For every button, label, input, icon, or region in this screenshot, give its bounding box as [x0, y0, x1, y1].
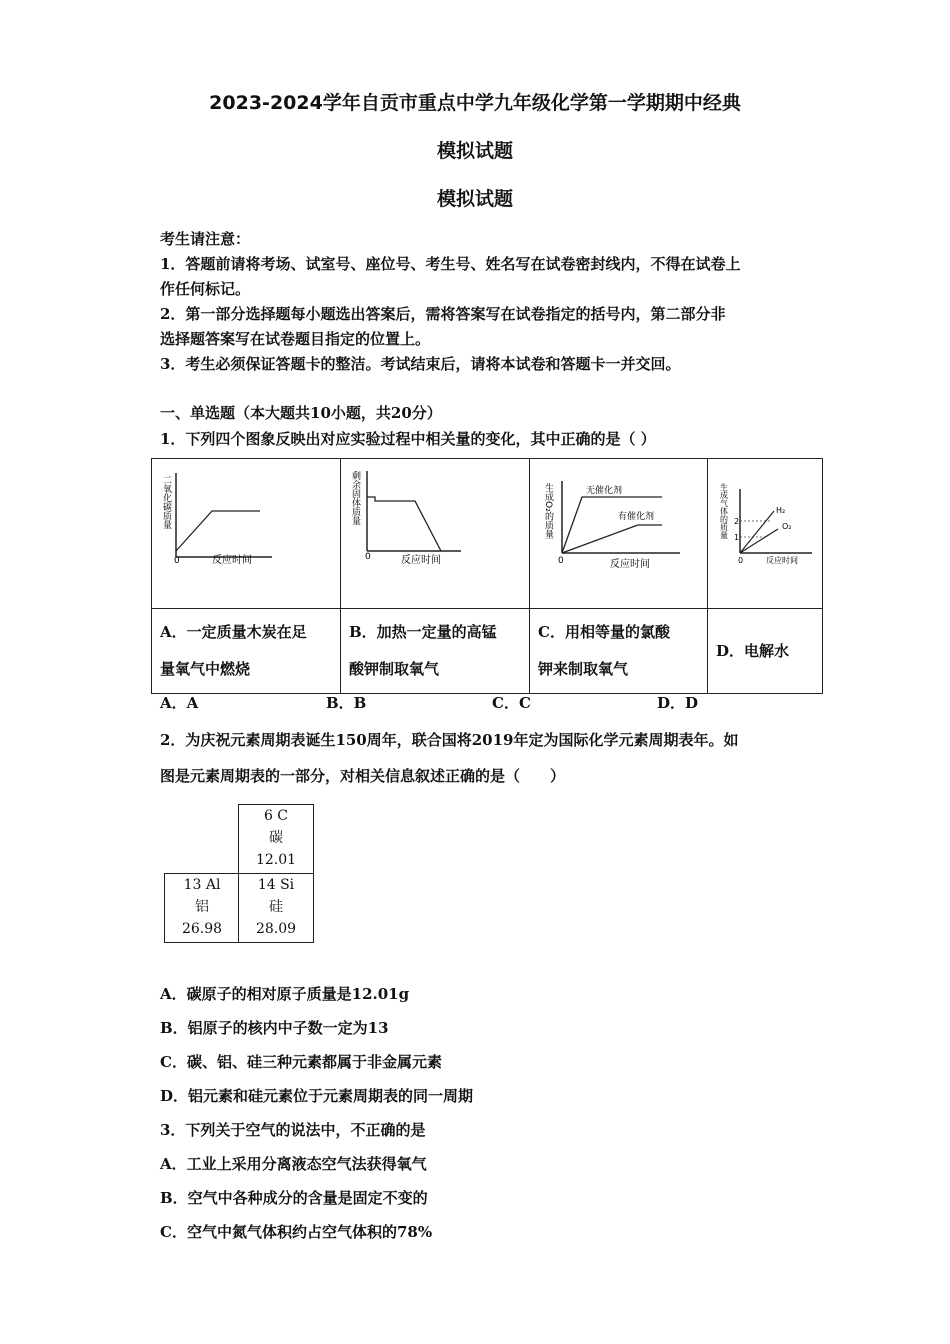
q3-option-b[interactable]: B．空气中各种成分的含量是固定不变的: [160, 1189, 428, 1207]
page-title-line2: 模拟试题: [436, 140, 513, 162]
q3-option-a[interactable]: A．工业上采用分离液态空气法获得氧气: [160, 1155, 427, 1173]
section-heading: 一、单选题（本大题共10小题，共20分）: [160, 404, 442, 422]
tick-label-1: 1: [734, 533, 740, 542]
curve-h2: [740, 511, 774, 553]
q1-option-a[interactable]: A．A: [160, 694, 199, 712]
element-name: 碳: [269, 830, 283, 846]
curve-label-no-catalyst: 无催化剂: [586, 486, 623, 496]
element-mass: 28.09: [255, 921, 297, 937]
caption-line: B．加热一定量的高锰: [349, 623, 497, 641]
y-axis-label: 生成O₂的质量: [543, 483, 553, 539]
x-axis-label: 反应时间: [610, 559, 650, 570]
q1-caption-b: [341, 609, 530, 694]
notice-line: 作任何标记。: [160, 280, 251, 298]
notice-line: 3．考生必须保证答题卡的整洁。考试结束后，请将本试卷和答题卡一并交回。: [160, 355, 681, 373]
q2-stem-line2: 图是元素周期表的一部分，对相关信息叙述正确的是（ ）: [160, 767, 566, 785]
curve-label-o2: O₂: [782, 522, 792, 531]
element-silicon: [238, 873, 314, 943]
q1-graph-c: [530, 459, 708, 609]
element-mass: 12.01: [255, 852, 297, 868]
graph-a: [152, 459, 340, 604]
q1-caption-a: [152, 609, 341, 694]
notice-heading: 考生请注意：: [160, 230, 251, 248]
element-mass: 26.98: [181, 921, 223, 937]
curve: [367, 497, 441, 551]
q1-caption-d: [708, 609, 823, 694]
q3-stem: 3．下列关于空气的说法中，不正确的是: [160, 1121, 426, 1139]
q1-option-d[interactable]: D．D: [657, 694, 699, 712]
y-axis-label: 剩余固体质量: [350, 471, 360, 525]
caption-line: 钾来制取氧气: [538, 660, 629, 678]
q1-figure-table: [151, 458, 823, 694]
q1-option-c[interactable]: C．C: [492, 694, 531, 712]
caption-line: C．用相等量的氯酸: [538, 623, 670, 641]
x-axis-label: 反应时间: [212, 555, 252, 566]
element-header: 13 Al: [183, 877, 221, 893]
graph-b: [341, 459, 529, 604]
curve-catalyst: [562, 525, 662, 553]
element-header: 6 C: [263, 808, 289, 824]
page-title-line1: 2023-2024学年自贡市重点中学九年级化学第一学期期中经典: [209, 92, 741, 114]
notice-line: 选择题答案写在试卷题目指定的位置上。: [160, 330, 431, 348]
origin-label: 0: [558, 556, 564, 566]
curve-label-catalyst: 有催化剂: [618, 512, 655, 522]
q2-option-d[interactable]: D．铝元素和硅元素位于元素周期表的同一周期: [160, 1087, 474, 1105]
curve-label-h2: H₂: [776, 506, 786, 515]
graph-c: [530, 459, 707, 604]
q1-graph-d: [708, 459, 823, 609]
caption-line: D．电解水: [716, 641, 790, 660]
x-axis-label: 反应时间: [766, 556, 798, 565]
origin-label: 0: [365, 552, 371, 562]
q2-stem-line1: 2．为庆祝元素周期表诞生150周年，联合国将2019年定为国际化学元素周期表年。如: [160, 731, 739, 749]
y-axis-label: 生成气体的质量: [719, 483, 729, 539]
element-name: 铝: [195, 899, 209, 915]
caption-line: 量氧气中燃烧: [160, 660, 251, 678]
element-aluminum: [164, 873, 240, 943]
element-header: 14 Si: [257, 877, 295, 893]
q1-option-b[interactable]: B．B: [326, 694, 367, 712]
notice-line: 1．答题前请将考场、试室号、座位号、考生号、姓名写在试卷密封线内，不得在试卷上: [160, 255, 741, 273]
page-title-line3: 模拟试题: [436, 188, 513, 210]
notice-line: 2．第一部分选择题每小题选出答案后，需将答案写在试卷指定的括号内，第二部分非: [160, 305, 726, 323]
q1-caption-c: [530, 609, 708, 694]
origin-label: 0: [174, 556, 180, 566]
q3-option-c[interactable]: C．空气中氮气体积约占空气体积的78%: [160, 1223, 433, 1241]
element-carbon: [238, 804, 314, 874]
y-axis-label: 二氧化碳质量: [161, 475, 171, 529]
caption-line: A．一定质量木炭在足: [160, 623, 307, 641]
q1-graph-b: [341, 459, 530, 609]
q2-option-a[interactable]: A．碳原子的相对原子质量是12.01g: [160, 985, 410, 1003]
caption-line: 酸钾制取氧气: [349, 660, 440, 678]
curve-o2: [740, 529, 778, 553]
curve: [176, 511, 260, 551]
q2-option-c[interactable]: C．碳、铝、硅三种元素都属于非金属元素: [160, 1053, 442, 1071]
graph-d: [708, 459, 822, 604]
tick-label-2: 2: [734, 517, 740, 526]
x-axis-label: 反应时间: [401, 555, 441, 566]
q2-option-b[interactable]: B．铝原子的核内中子数一定为13: [160, 1019, 389, 1037]
origin-label: 0: [738, 556, 744, 565]
q1-stem: 1．下列四个图象反映出对应实验过程中相关量的变化，其中正确的是（ ）: [160, 430, 656, 448]
element-name: 硅: [269, 899, 283, 915]
q1-graph-a: [152, 459, 341, 609]
